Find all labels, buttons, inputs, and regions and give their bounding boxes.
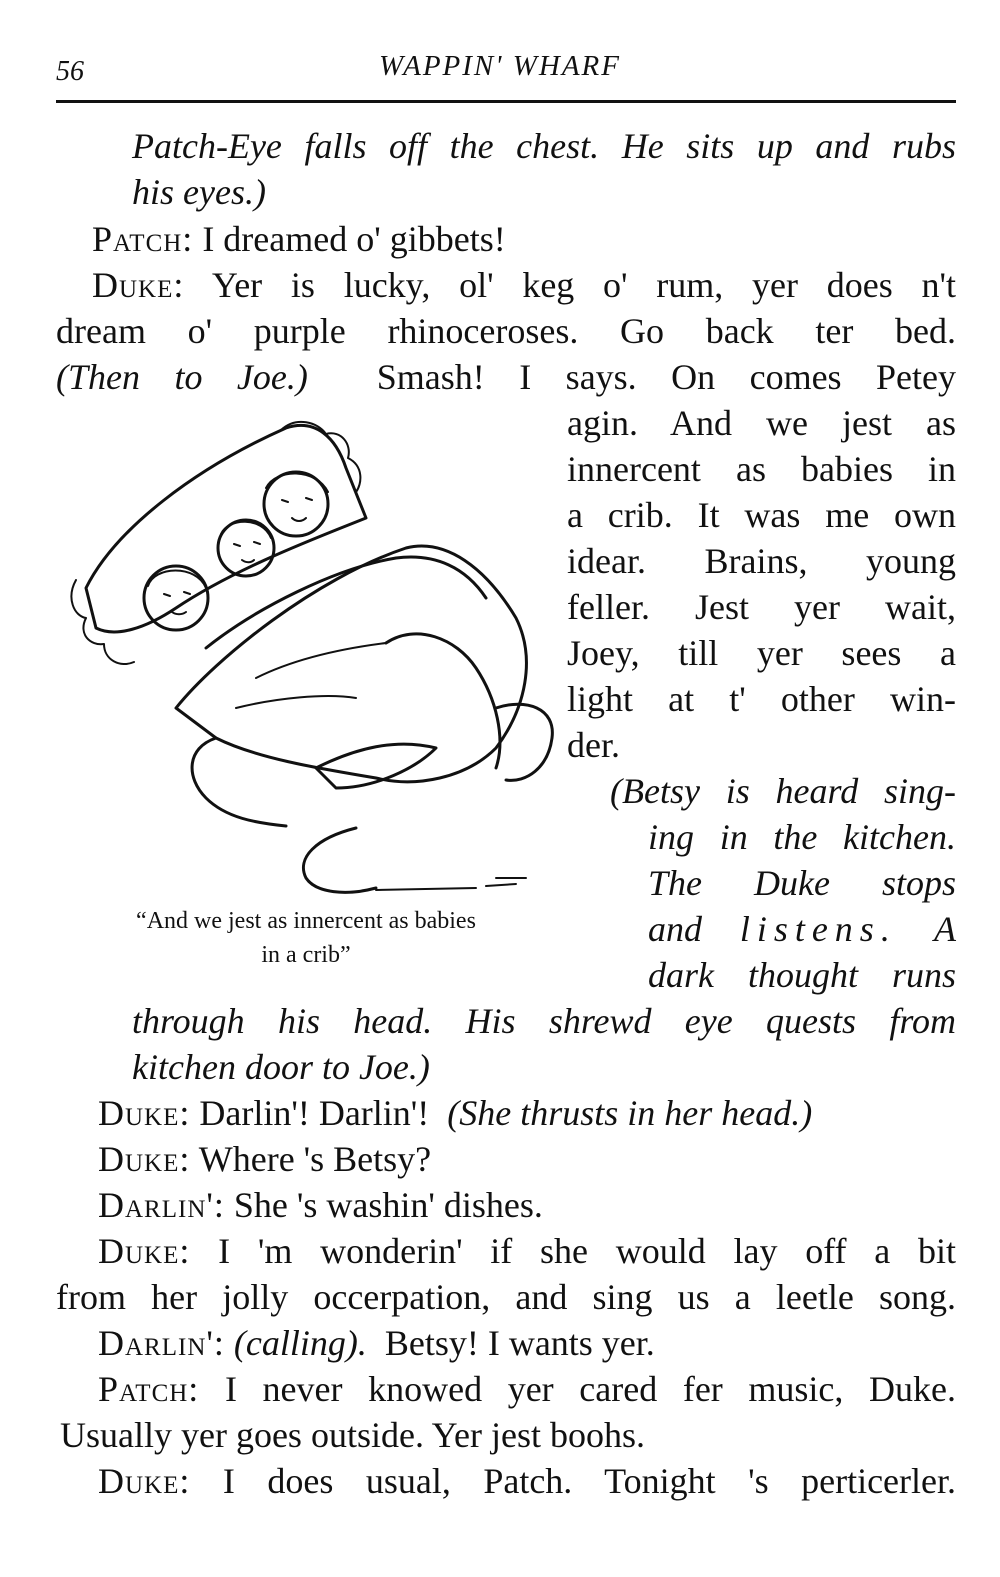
text-line: light at t' other win- bbox=[567, 679, 956, 719]
text-line: from her jolly occerpation, and sing us a leetle song. bbox=[56, 1277, 956, 1317]
text-line: Joey, till yer sees a bbox=[567, 633, 956, 673]
speaker-name: Darlin': bbox=[98, 1323, 225, 1363]
text-line: feller. Jest yer wait, bbox=[567, 587, 956, 627]
dialogue-line bbox=[98, 1183, 543, 1227]
text-line: Usually yer goes outside. Yer jest boohs. bbox=[60, 1415, 645, 1455]
speaker-name: Duke: bbox=[98, 1231, 191, 1271]
text-line: innercent as babies in bbox=[567, 449, 956, 489]
dialogue-line bbox=[92, 217, 506, 261]
dialogue-line bbox=[98, 1091, 812, 1135]
stage-direction-word: A bbox=[934, 909, 956, 949]
text-line: agin. And we jest as bbox=[567, 403, 956, 443]
stage-direction-line: ing in the kitchen. bbox=[648, 817, 956, 857]
speaker-name: Patch: bbox=[98, 1369, 200, 1409]
crib-rim bbox=[206, 557, 486, 648]
dialogue-text: She 's washin' dishes. bbox=[233, 1185, 543, 1225]
rocker-bottom bbox=[303, 828, 376, 892]
stage-direction-word: and bbox=[648, 909, 702, 949]
dialogue-line bbox=[98, 1229, 956, 1273]
text-line: a crib. It was me own bbox=[567, 495, 956, 535]
speaker-name: Duke: bbox=[98, 1093, 191, 1133]
text-line: der. bbox=[567, 725, 620, 765]
baby-head bbox=[144, 566, 208, 630]
dialogue-text: Betsy! I wants yer. bbox=[384, 1323, 655, 1363]
dialogue-text: Smash! I says. On comes Petey bbox=[376, 357, 957, 397]
dialogue-text: I does usual, Patch. Tonight 's perticerler. bbox=[222, 1461, 957, 1501]
stage-direction-line bbox=[648, 907, 956, 951]
figure-caption bbox=[56, 904, 556, 972]
stage-direction-line: kitchen door to Joe.) bbox=[132, 1047, 430, 1087]
dialogue-text: Darlin'! Darlin'! bbox=[199, 1093, 430, 1133]
stage-direction: (calling). bbox=[233, 1323, 367, 1363]
text-line bbox=[56, 355, 956, 399]
stage-direction-line: The Duke stops bbox=[648, 863, 956, 903]
stage-direction: (Then to Joe.) bbox=[56, 357, 308, 397]
text-line: Patch-Eye falls off the chest. He sits up and rubs bbox=[132, 126, 956, 166]
stage-direction-line: through his head. His shrewd eye quests from bbox=[132, 1001, 956, 1041]
dialogue-text: I never knowed yer cared fer music, Duke. bbox=[224, 1369, 956, 1409]
dialogue-line bbox=[98, 1367, 956, 1411]
dialogue-line bbox=[98, 1459, 956, 1503]
dialogue-line bbox=[98, 1137, 431, 1181]
crib-hood bbox=[386, 634, 500, 768]
rocker-left bbox=[192, 738, 286, 826]
dialogue-line bbox=[98, 1321, 655, 1365]
speaker-name: Patch: bbox=[92, 219, 194, 259]
running-title: WAPPIN' WHARF bbox=[379, 50, 621, 82]
stage-direction: (She thrusts in her head.) bbox=[447, 1093, 813, 1133]
blanket-fold bbox=[236, 643, 386, 708]
text-line: idear. Brains, young bbox=[567, 541, 956, 581]
dialogue-text: I 'm wonderin' if she would lay off a bit bbox=[218, 1231, 957, 1271]
dialogue-text: I dreamed o' gibbets! bbox=[202, 219, 506, 259]
speaker-name: Duke: bbox=[98, 1461, 191, 1501]
rocker-right bbox=[496, 704, 552, 780]
crib-illustration bbox=[56, 408, 556, 898]
speaker-name: Duke: bbox=[92, 265, 185, 305]
stage-direction-word: listens. bbox=[739, 909, 897, 949]
header-rule bbox=[56, 100, 956, 103]
stage-direction-line: (Betsy is heard sing- bbox=[610, 771, 956, 811]
dialogue-text: Where 's Betsy? bbox=[198, 1139, 432, 1179]
text-line: his eyes.) bbox=[132, 172, 266, 212]
dialogue-line bbox=[92, 263, 956, 307]
dialogue-text: Yer is lucky, ol' keg o' rum, yer does n't bbox=[211, 265, 956, 305]
caption-line: “And we jest as innercent as babies bbox=[136, 908, 476, 934]
page-number: 56 bbox=[56, 56, 84, 87]
floor-line bbox=[376, 878, 526, 890]
stage-direction-line: dark thought runs bbox=[648, 955, 956, 995]
caption-line: in a crib” bbox=[261, 942, 351, 968]
speaker-name: Darlin': bbox=[98, 1185, 225, 1225]
pillow-lace bbox=[71, 422, 360, 664]
text-line: dream o' purple rhinoceroses. Go back ter bed. bbox=[56, 311, 956, 351]
speaker-name: Duke: bbox=[98, 1139, 191, 1179]
